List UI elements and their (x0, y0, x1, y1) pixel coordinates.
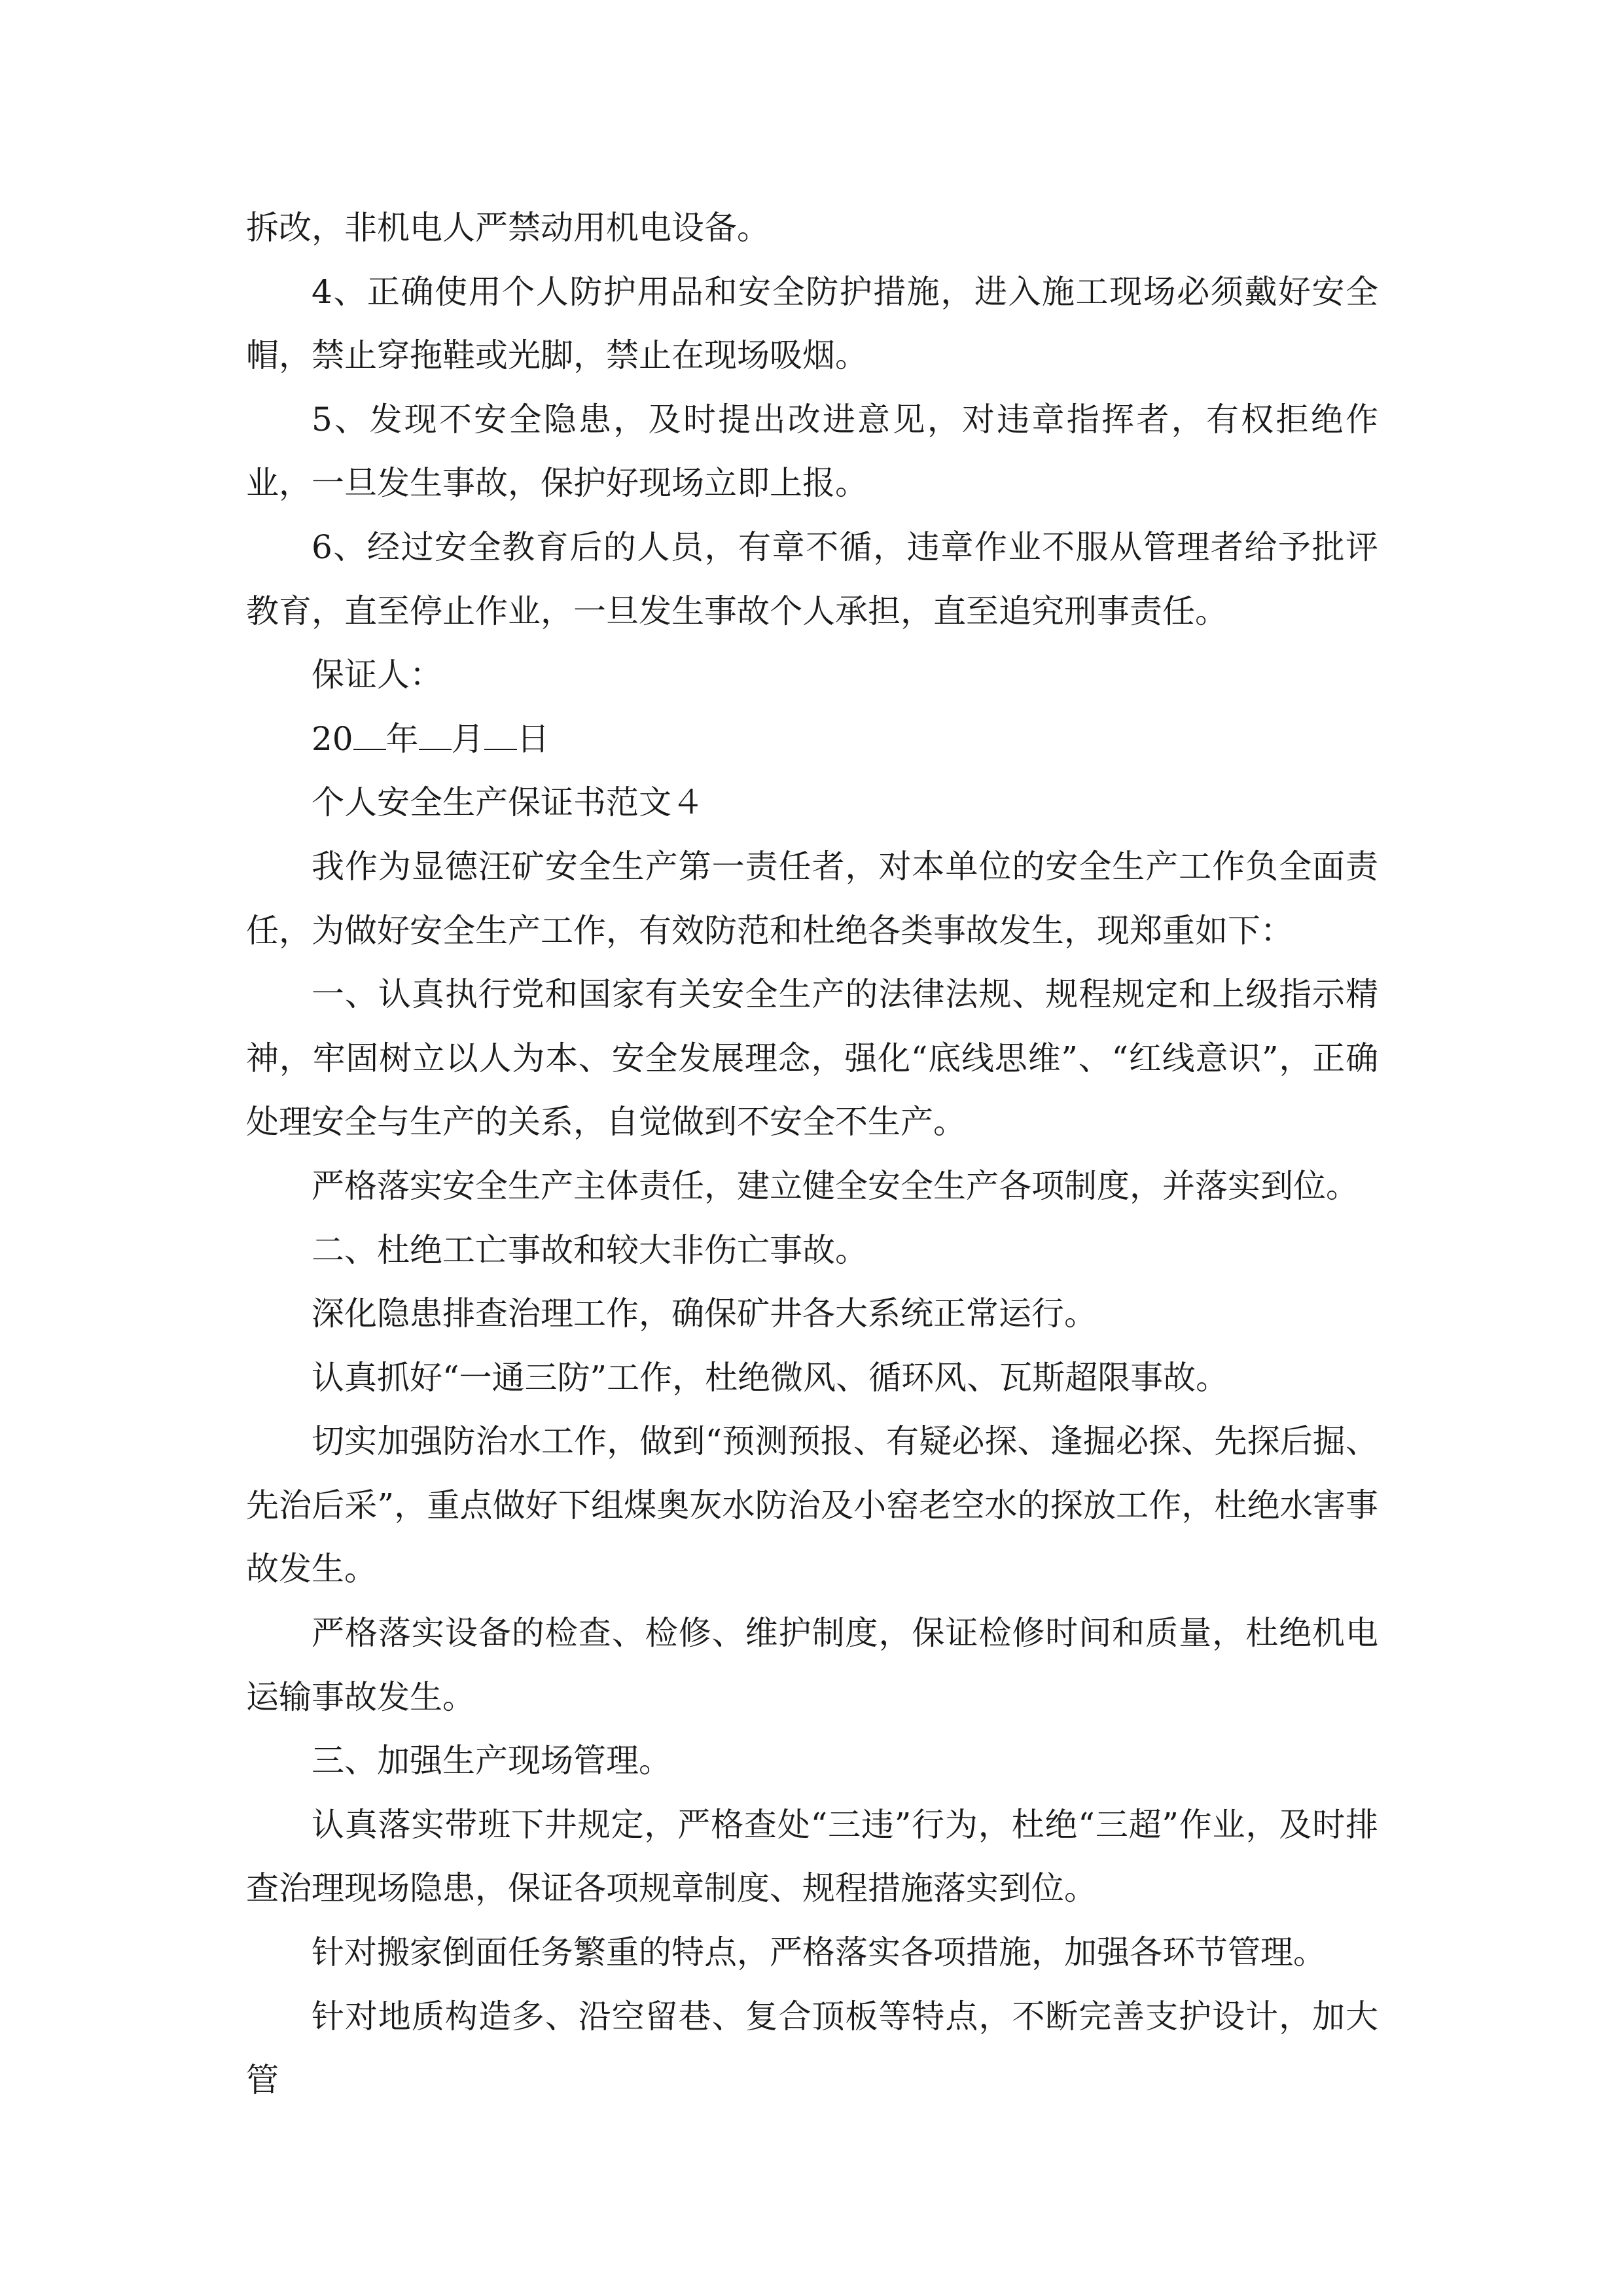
paragraph-item-6: 6、经过安全教育后的人员，有章不循，违章作业不服从管理者给予批评教育，直至停止作业，一旦发生事故个人承担，直至追究刑事责任。 (246, 528, 1378, 630)
month-blank (419, 719, 452, 750)
paragraph-hazard: 深化隐患排查治理工作，确保矿井各大系统正常运行。 (312, 1295, 1097, 1333)
paragraph-equipment: 严格落实设备的检查、检修、维护制度，保证检修时间和质量，杜绝机电运输事故发生。 (246, 1614, 1378, 1716)
paragraph-intro: 我作为显德汪矿安全生产第一责任者，对本单位的安全生产工作负全面责任，为做好安全生产工作，有效防范和杜绝各类事故发生，现郑重如下： (246, 847, 1378, 950)
paragraph-point-2: 二、杜绝工亡事故和较大非伤亡事故。 (312, 1230, 868, 1269)
guarantor-label: 保证人： (312, 656, 442, 694)
paragraph-item-4: 4、正确使用个人防护用品和安全防护措施，进入施工现场必须戴好安全帽，禁止穿拖鞋或光脚，禁止在现场吸烟。 (246, 272, 1378, 375)
document-body (246, 196, 1378, 2113)
date-year-char: 年 (385, 719, 419, 758)
year-blank (353, 719, 386, 750)
paragraph-relocation: 针对搬家倒面任务繁重的特点，严格落实各项措施，加强各环节管理。 (312, 1933, 1326, 1972)
date-day-char: 日 (516, 719, 550, 758)
paragraph-geology: 针对地质构造多、沿空留巷、复合顶板等特点，不断完善支护设计，加大管 (246, 1997, 1378, 2100)
paragraph-water: 切实加强防治水工作，做到“预测预报、有疑必探、逢掘必探、先探后掘、先治后采”，重点做好下组煤奥灰水防治及小窑老空水的探放工作，杜绝水害事故发生。 (246, 1422, 1378, 1588)
paragraph-responsibility: 严格落实安全生产主体责任，建立健全安全生产各项制度，并落实到位。 (312, 1166, 1359, 1205)
paragraph-continuation: 拆改，非机电人严禁动用机电设备。 (246, 209, 770, 247)
section-title: 个人安全生产保证书范文４ (312, 783, 704, 822)
paragraph-ventilation: 认真抓好“一通三防”工作，杜绝微风、循环风、瓦斯超限事故。 (312, 1358, 1229, 1397)
date-month-char: 月 (451, 719, 484, 758)
paragraph-point-3: 三、加强生产现场管理。 (312, 1742, 671, 1780)
paragraph-point-1: 一、认真执行党和国家有关安全生产的法律法规、规程规定和上级指示精神，牢固树立以人为本、安全发展理念，强化“底线思维”、“红线意识”，正确处理安全与生产的关系，自觉做到不安全不生产。 (246, 975, 1378, 1141)
paragraph-shift: 认真落实带班下井规定，严格查处“三违”行为，杜绝“三超”作业，及时排查治理现场隐患，保证各项规章制度、规程措施落实到位。 (246, 1805, 1378, 1908)
date-prefix: 20 (312, 719, 353, 758)
paragraph-item-5: 5、发现不安全隐患，及时提出改进意见，对违章指挥者，有权拒绝作业，一旦发生事故，保护好现场立即上报。 (246, 400, 1378, 503)
date-line (246, 708, 1378, 772)
day-blank (484, 719, 517, 750)
